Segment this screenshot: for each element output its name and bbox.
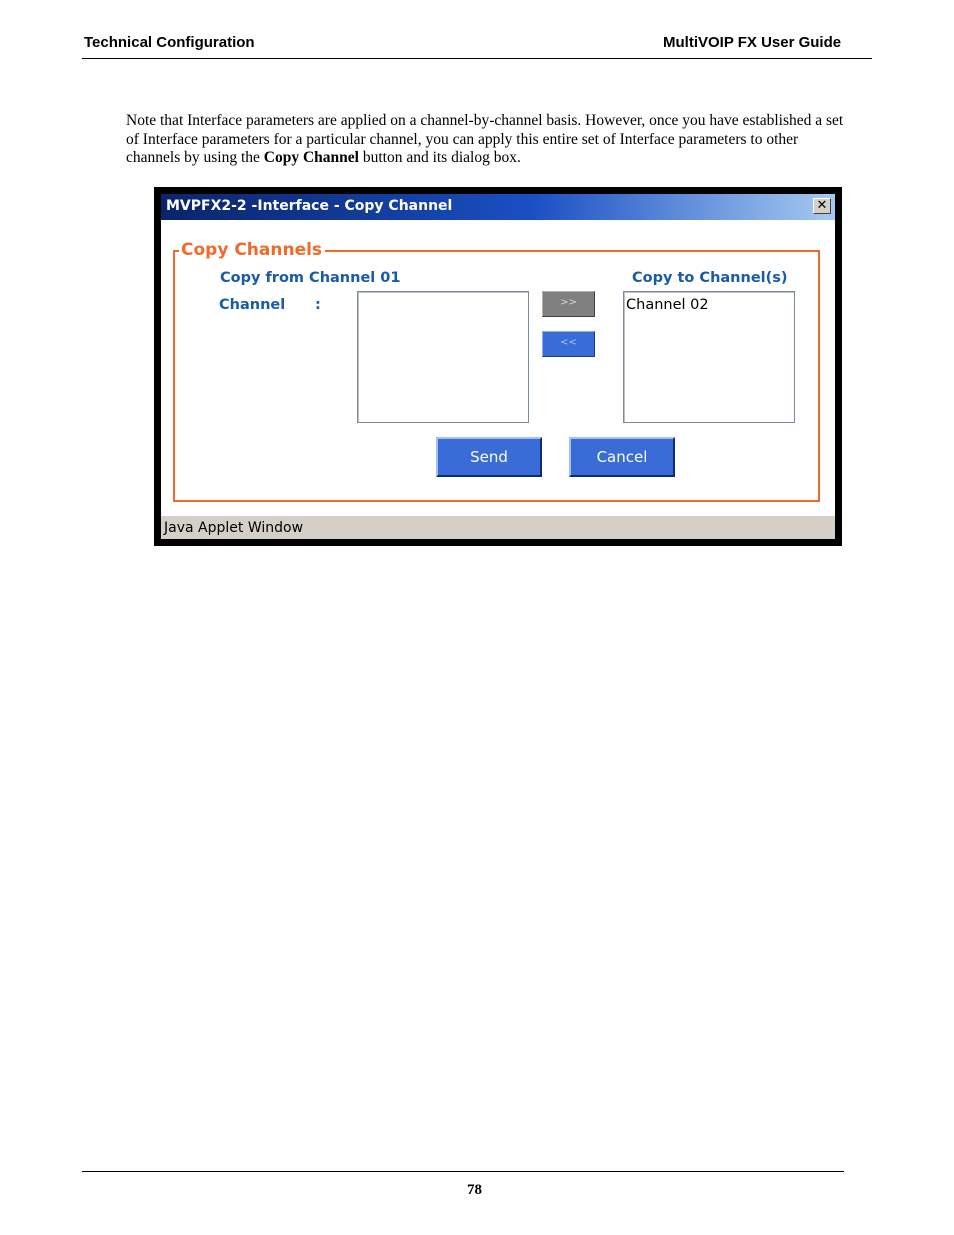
channel-label: Channel (219, 297, 286, 313)
footer-divider (82, 1171, 844, 1172)
copy-channel-window (161, 194, 835, 539)
remove-channel-button[interactable]: << (542, 331, 595, 357)
header-section-title: Technical Configuration (84, 34, 255, 51)
add-channel-button[interactable]: >> (542, 291, 595, 317)
list-item[interactable]: Channel 02 (626, 297, 709, 313)
intro-text-start: Note that Interface parameters are applied on a channel-by-channel basis. However, once you have established a set of Interface parameters for a particular channel, you can apply this entire set of Interface parameters to other channels by using the (126, 112, 844, 166)
window-titlebar[interactable] (161, 194, 835, 220)
close-icon[interactable]: ✕ (813, 198, 831, 214)
header-divider (82, 58, 872, 59)
intro-text-end: button and its dialog box. (358, 149, 521, 166)
page-number: 78 (467, 1182, 482, 1198)
send-button[interactable]: Send (436, 437, 542, 477)
header-guide-title: MultiVOIP FX User Guide (663, 34, 842, 51)
status-bar (161, 516, 835, 539)
window-title: MVPFX2-2 -Interface - Copy Channel (166, 198, 453, 214)
window-client-area (161, 220, 835, 516)
channel-colon: : (315, 297, 321, 313)
intro-text-bold: Copy Channel (263, 149, 359, 166)
copy-to-label: Copy to Channel(s) (632, 270, 788, 286)
available-channels-list[interactable] (357, 291, 529, 423)
cancel-button[interactable]: Cancel (569, 437, 675, 477)
dialog-screenshot (154, 187, 842, 546)
selected-channels-list[interactable] (623, 291, 795, 423)
copy-channels-group-title: Copy Channels (179, 240, 325, 260)
copy-from-label: Copy from Channel 01 (220, 270, 401, 286)
intro-paragraph (126, 112, 856, 168)
status-text: Java Applet Window (164, 520, 304, 536)
